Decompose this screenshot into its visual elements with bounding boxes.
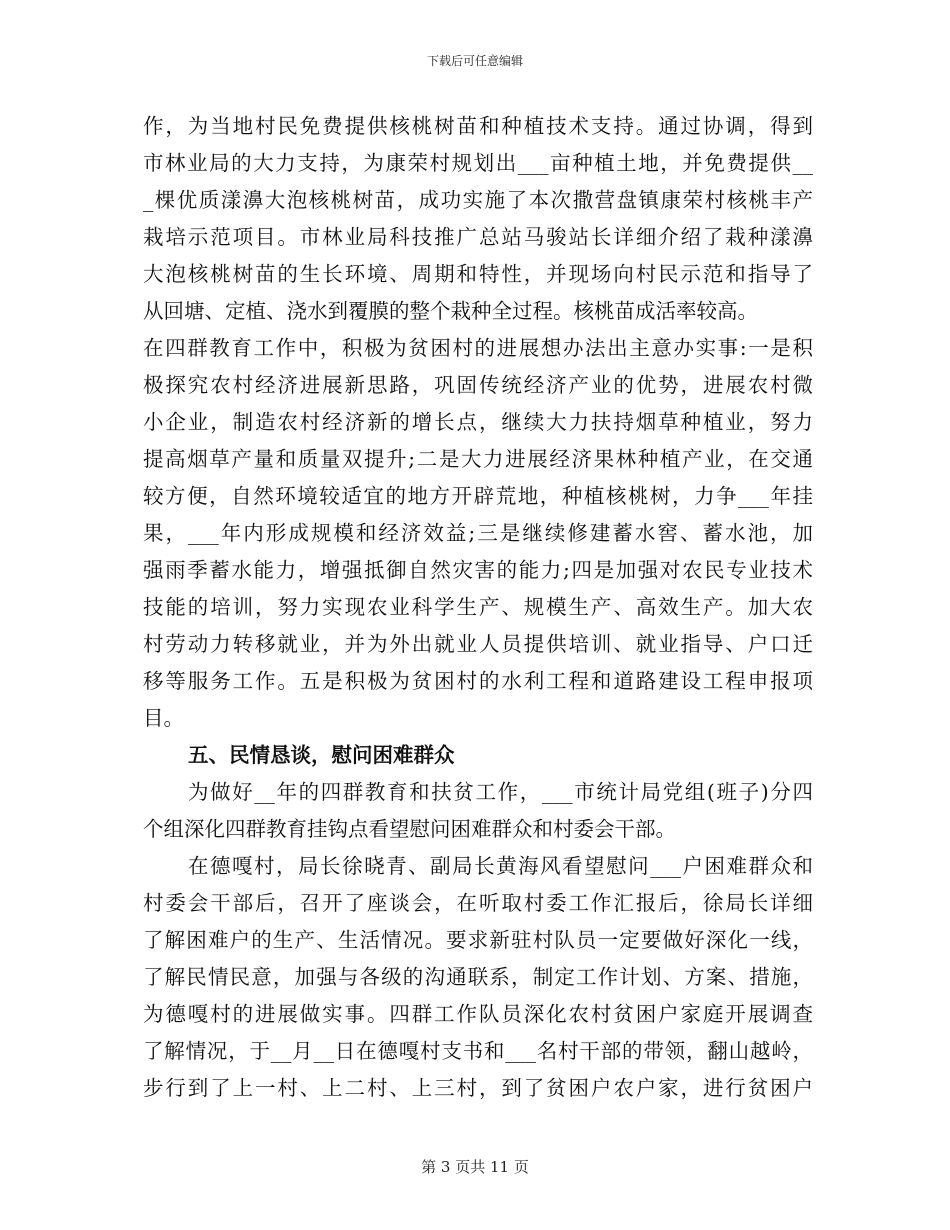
paragraph-4	[143, 848, 813, 1107]
text-line: 技能的培训，努力实现农业科学生产、规模生产、高效生产。加大农	[143, 595, 813, 619]
text-line: 大泡核桃树苗的生长环境、周期和特性，并现场向村民示范和指导了	[143, 262, 813, 286]
text-line: _棵优质漾濞大泡核桃树苗，成功实施了本次撒营盘镇康荣村核桃丰产	[143, 188, 813, 212]
text-line: 在德嘎村，局长徐晓青、副局长黄海风看望慰问___户困难群众和	[188, 854, 813, 878]
document-body	[143, 108, 813, 1107]
text-line: 村劳动力转移就业，并为外出就业人员提供培训、就业指导、户口迁	[143, 632, 813, 656]
text-line: 为德嘎村的进展做实事。四群工作队员深化农村贫困户家庭开展调查	[143, 1002, 813, 1026]
text-line: 果，___年内形成规模和经济效益;三是继续修建蓄水窖、蓄水池，加	[143, 521, 813, 545]
text-line: 强雨季蓄水能力，增强抵御自然灾害的能力;四是加强对农民专业技术	[143, 558, 813, 582]
paragraph-3	[143, 774, 813, 848]
text-line: 了解民情民意，加强与各级的沟通联系，制定工作计划、方案、措施，	[143, 965, 813, 989]
text-line: 小企业，制造农村经济新的增长点，继续大力扶持烟草种植业，努力	[143, 410, 813, 434]
text-line: 栽培示范项目。市林业局科技推广总站马骏站长详细介绍了栽种漾濞	[143, 225, 813, 249]
paragraph-2	[143, 330, 813, 737]
text-line: 极探究农村经济进展新思路，巩固传统经济产业的优势，进展农村微	[143, 373, 813, 397]
section-heading: 五、民情恳谈，慰问困难群众	[188, 743, 455, 767]
page-header: 下载后可任意编辑	[426, 54, 523, 68]
text-line: 个组深化四群教育挂钩点看望慰问困难群众和村委会干部。	[143, 817, 676, 841]
text-line: 在四群教育工作中，积极为贫困村的进展想办法出主意办实事:一是积	[143, 336, 813, 360]
text-line: 从回塘、定植、浇水到覆膜的整个栽种全过程。核桃苗成活率较高。	[143, 299, 758, 323]
text-line: 村委会干部后，召开了座谈会，在听取村委工作汇报后，徐局长详细	[143, 891, 813, 915]
text-line: 为做好__年的四群教育和扶贫工作，___市统计局党组(班子)分四	[188, 780, 813, 804]
text-line: 提高烟草产量和质量双提升;二是大力进展经济果林种植产业，在交通	[143, 447, 813, 471]
text-line: 步行到了上一村、上二村、上三村，到了贫困户农户家，进行贫困户	[143, 1076, 813, 1100]
text-line: 市林业局的大力支持，为康荣村规划出___亩种植土地，并免费提供__	[143, 151, 813, 175]
text-line: 目。	[143, 706, 184, 730]
text-line: 移等服务工作。五是积极为贫困村的水利工程和道路建设工程申报项	[143, 669, 813, 693]
paragraph-1	[143, 108, 813, 330]
text-line: 了解困难户的生产、生活情况。要求新驻村队员一定要做好深化一线，	[143, 928, 813, 952]
page-footer: 第 3 页共 11 页	[421, 1158, 529, 1176]
text-line: 作，为当地村民免费提供核桃树苗和种植技术支持。通过协调，得到	[143, 114, 813, 138]
text-line: 了解情况，于__月__日在德嘎村支书和___名村干部的带领，翻山越岭，	[143, 1039, 813, 1063]
text-line: 较方便，自然环境较适宜的地方开辟荒地，种植核桃树，力争___年挂	[143, 484, 813, 508]
